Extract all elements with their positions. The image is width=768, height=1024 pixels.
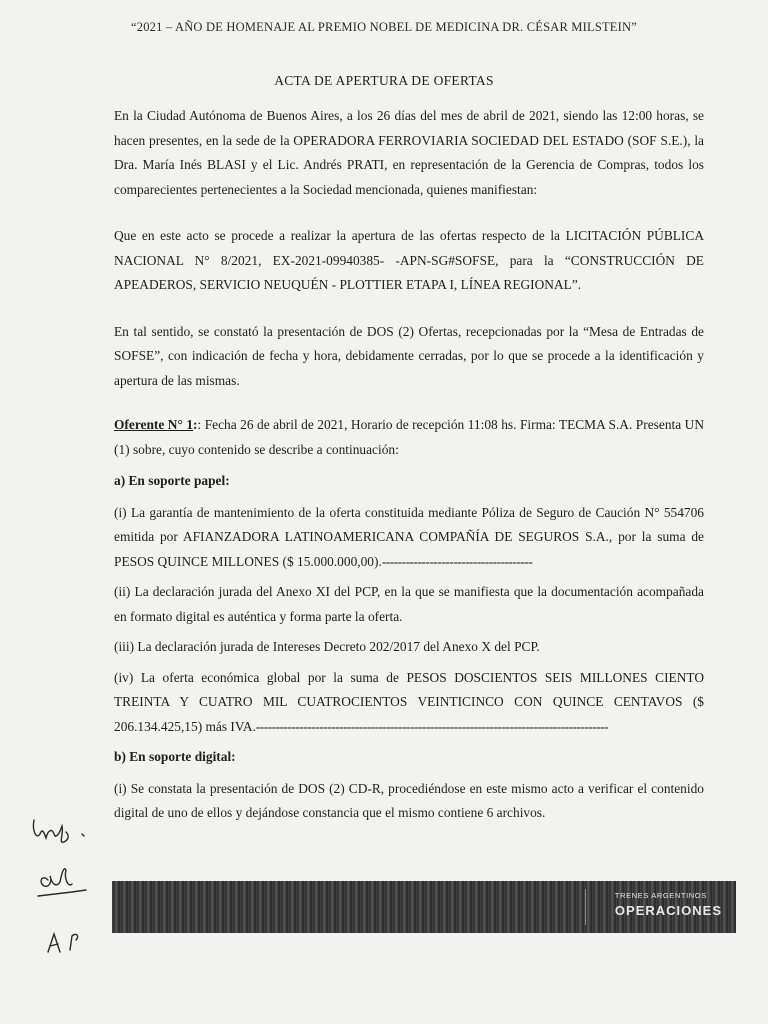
oferente-paragraph: Oferente N° 1:: Fecha 26 de abril de 2021, Horario de recepción 11:08 hs. Firma: TECMA S.A. Presenta UN (1) sobre, cuyo contenido se describe a continuación: — [114, 417, 704, 457]
section-a-item-i: (i) La garantía de mantenimiento de la oferta constituida mediante Póliza de Seguro de Caución N° 554706 emitida por AFIANZADORA LATINOAMERICANA COMPAÑÍA DE SEGUROS S.A., por la suma de PESOS QUINCE MILLONES ($ 15.000.000,00).-------------------------------------- — [114, 504, 704, 569]
section-b-heading: b) En soporte digital: — [114, 749, 236, 764]
logo-divider — [585, 889, 586, 925]
footer-banner — [112, 881, 736, 933]
oferente-text: : Fecha 26 de abril de 2021, Horario de recepción 11:08 hs. Firma: TECMA S.A. Presenta UN (1) sobre, cuyo contenido se describe a continuación: — [114, 417, 704, 457]
section-b-item-i: (i) Se constata la presentación de DOS (2) CD-R, procediéndose en este mismo acto a verificar el contenido digital de uno de ellos y dejándose constancia que el mismo contiene 6 archivos. — [114, 780, 704, 820]
paragraph-1: En la Ciudad Autónoma de Buenos Aires, a los 26 días del mes de abril de 2021, siendo las 12:00 horas, se hacen presentes, en la sede de la OPERADORA FERROVIARIA SOCIEDAD DEL ESTADO (SOF S.E.), la Dra. María Inés BLASI y el Lic. Andrés PRATI, en representación de la Gerencia de Compras, todos los comparecientes pertenecientes a la Sociedad mencionada, quienes manifiestan: — [114, 108, 704, 197]
trenes-argentinos-logo — [615, 891, 722, 918]
oferente-label: Oferente N° 1 — [114, 417, 194, 432]
document-title: ACTA DE APERTURA DE OFERTAS — [274, 73, 494, 88]
handwritten-initials-drawing — [20, 810, 110, 980]
handwritten-initials — [20, 810, 110, 980]
dash-fill: -------------------------------------- — [381, 553, 533, 569]
section-a-item-ii: (ii) La declaración jurada del Anexo XI del PCP, en la que se manifiesta que la documentación acompañada en formato digital es auténtica y forma parte la oferta. — [114, 584, 704, 624]
logo-bottom-text: OPERACIONES — [614, 903, 722, 918]
paragraph-2: Que en este acto se procede a realizar la apertura de las ofertas respecto de la LICITACIÓN PÚBLICA NACIONAL N° 8/2021, EX-2021-09940385- -APN-SG#SOFSE, para la “CONSTRUCCIÓN DE APEADEROS, SERVICIO NEUQUÉN - PLOTTIER ETAPA I, LÍNEA REGIONAL”. — [114, 228, 704, 292]
section-a-heading: a) En soporte papel: — [114, 473, 230, 488]
logo-top-text: TRENES ARGENTINOS — [614, 891, 707, 900]
section-a-item-iii: (iii) La declaración jurada de Intereses Decreto 202/2017 del Anexo X del PCP. — [114, 639, 540, 654]
paragraph-3: En tal sentido, se constató la presentación de DOS (2) Ofertas, recepcionadas por la “Mesa de Entradas de SOFSE”, con indicación de fecha y hora, debidamente cerradas, por lo que se procede a la identificación y apertura de las mismas. — [114, 323, 704, 388]
document-body — [114, 104, 704, 832]
header-quote: “2021 – AÑO DE HOMENAJE AL PREMIO NOBEL DE MEDICINA DR. CÉSAR MILSTEIN” — [131, 20, 637, 34]
section-a-item-iv: (iv) La oferta económica global por la suma de PESOS DOSCIENTOS SEIS MILLONES CIENTO TREINTA Y CUATRO MIL CUATROCIENTOS VEINTICINCO CON QUINCE CENTAVOS ($ 206.134.425,15) más IVA.----------------------------------------------------------------------------------------- — [114, 669, 704, 734]
dash-fill: ----------------------------------------------------------------------------------------- — [255, 718, 609, 734]
